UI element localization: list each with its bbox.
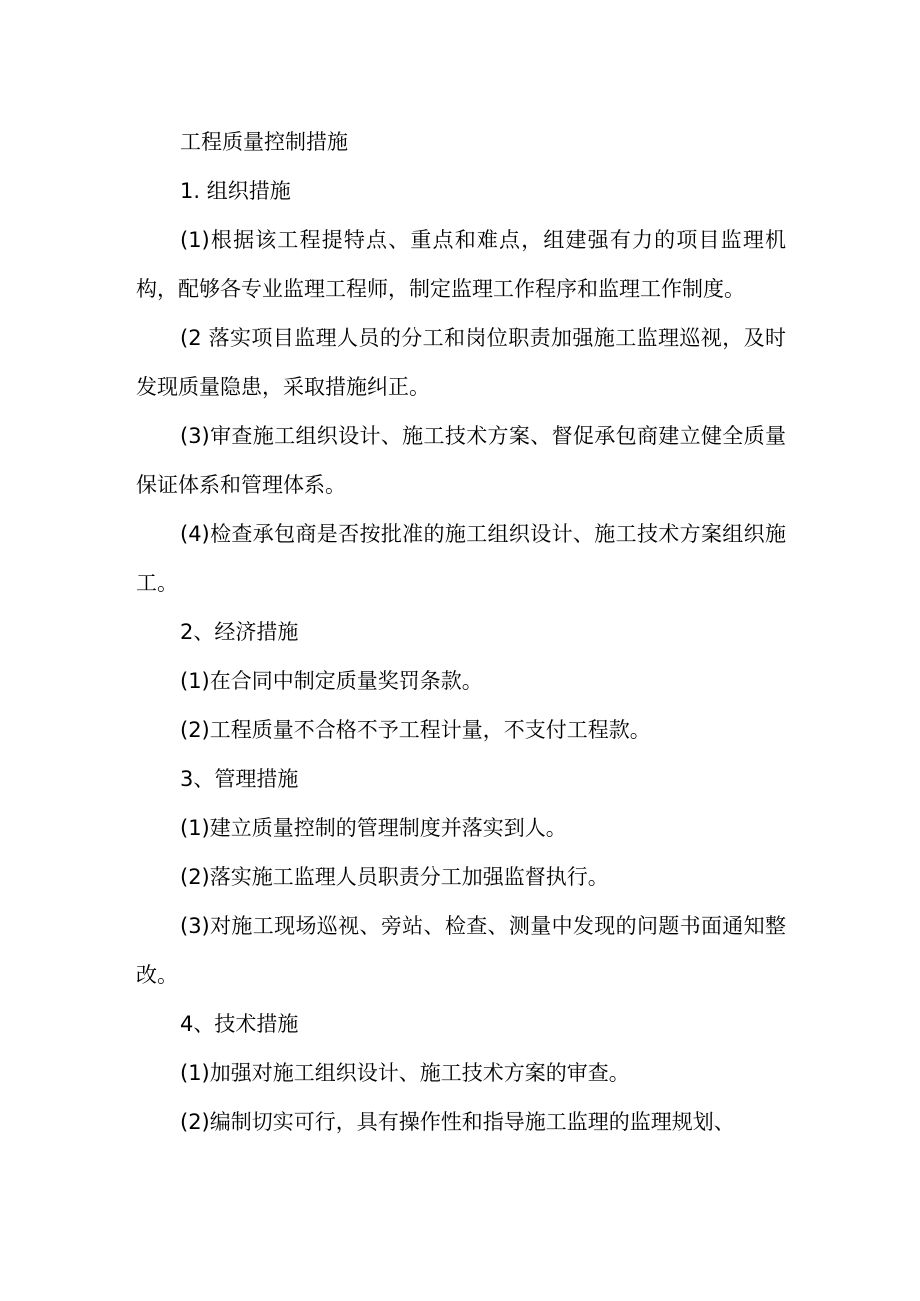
paragraph: (3)对施工现场巡视、旁站、检查、测量中发现的问题书面通知整改。 bbox=[136, 914, 786, 987]
paragraph: (1)加强对施工组织设计、施工技术方案的审查。 bbox=[180, 1061, 630, 1085]
section-heading-economic: 2、经济措施 bbox=[180, 620, 299, 644]
paragraph: (2 落实项目监理人员的分工和岗位职责加强施工监理巡视，及时发现质量隐患，采取措施纠正。 bbox=[136, 326, 786, 399]
paragraph: (1)根据该工程提特点、重点和难点，组建强有力的项目监理机构，配够各专业监理工程师，制定监理工作程序和监理工作制度。 bbox=[136, 228, 786, 301]
section-heading-management: 3、管理措施 bbox=[180, 767, 299, 791]
paragraph: (3)审查施工组织设计、施工技术方案、督促承包商建立健全质量保证体系和管理体系。 bbox=[136, 424, 786, 497]
paragraph: (1)在合同中制定质量奖罚条款。 bbox=[180, 669, 483, 693]
paragraph: (2)编制切实可行，具有操作性和指导施工监理的监理规划、 bbox=[180, 1110, 735, 1134]
document-title: 工程质量控制措施 bbox=[180, 130, 348, 154]
paragraph: (4)检查承包商是否按批准的施工组织设计、施工技术方案组织施工。 bbox=[136, 522, 786, 595]
paragraph: (1)建立质量控制的管理制度并落实到人。 bbox=[180, 816, 567, 840]
section-heading-organization: 1. 组织措施 bbox=[180, 179, 291, 203]
paragraph: (2)落实施工监理人员职责分工加强监督执行。 bbox=[180, 865, 609, 889]
paragraph: (2)工程质量不合格不予工程计量，不支付工程款。 bbox=[180, 718, 651, 742]
document-body bbox=[136, 118, 786, 1147]
section-heading-technical: 4、技术措施 bbox=[180, 1012, 299, 1036]
